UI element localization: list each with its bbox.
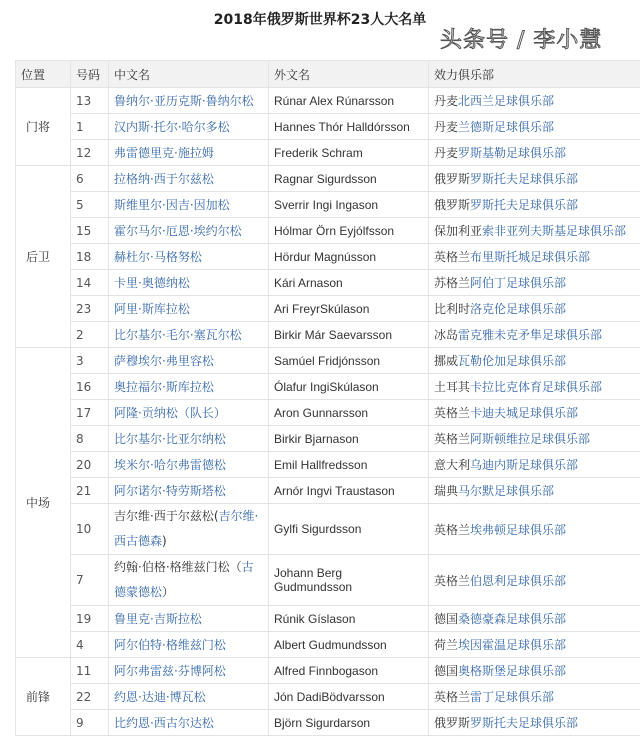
club-cell: [429, 244, 640, 270]
club-cell: [429, 504, 640, 555]
chinese-name-alias-link[interactable]: 吉尔维·西古德森: [114, 509, 258, 548]
header-number: 号码: [71, 61, 109, 88]
club-cell: [429, 632, 640, 658]
chinese-name-cell: [109, 555, 269, 606]
number-cell: 11: [71, 658, 109, 684]
foreign-name-cell: Björn Sigurdarson: [269, 710, 429, 736]
club-link[interactable]: 乌迪内斯足球俱乐部: [470, 458, 578, 472]
number-cell: 3: [71, 348, 109, 374]
foreign-name-cell: Kári Arnason: [269, 270, 429, 296]
club-country: 瑞典: [434, 484, 458, 498]
foreign-name-cell: Johann Berg Gudmundsson: [269, 555, 429, 606]
position-cell: 前锋: [16, 658, 71, 736]
table-row: [16, 374, 640, 400]
club-country: 土耳其: [434, 380, 470, 394]
club-link[interactable]: 卡迪夫城足球俱乐部: [470, 406, 578, 420]
foreign-name-cell: Hannes Thór Halldórsson: [269, 114, 429, 140]
club-country: 丹麦: [434, 146, 458, 160]
number-cell: 6: [71, 166, 109, 192]
club-country: 俄罗斯: [434, 172, 470, 186]
club-country: 丹麦: [434, 120, 458, 134]
chinese-name-link[interactable]: 拉格纳·西于尔兹松: [114, 172, 214, 186]
foreign-name-cell: Rúnik Gíslason: [269, 606, 429, 632]
club-link[interactable]: 罗斯托夫足球俱乐部: [470, 172, 578, 186]
chinese-name-link[interactable]: 斯维里尔·因吉·因加松: [114, 198, 230, 212]
club-cell: [429, 296, 640, 322]
number-cell: 2: [71, 322, 109, 348]
chinese-name-link[interactable]: 赫杜尔·马格努松: [114, 250, 202, 264]
chinese-name-link[interactable]: 阿里·斯库拉松: [114, 302, 190, 316]
club-country: 荷兰: [434, 638, 458, 652]
club-country: 德国: [434, 664, 458, 678]
header-foreign-name: 外文名: [269, 61, 429, 88]
number-cell: 7: [71, 555, 109, 606]
chinese-name-link[interactable]: 比尔基尔·比亚尔纳松: [114, 432, 226, 446]
chinese-name-cell: [109, 192, 269, 218]
foreign-name-cell: Emil Hallfredsson: [269, 452, 429, 478]
table-row: [16, 555, 640, 606]
table-row: [16, 218, 640, 244]
club-link[interactable]: 埃因霍温足球俱乐部: [458, 638, 566, 652]
club-country: 英格兰: [434, 574, 470, 588]
table-row: [16, 478, 640, 504]
position-cell: 门将: [16, 88, 71, 166]
header-chinese-name: 中文名: [109, 61, 269, 88]
chinese-name-link[interactable]: 卡里·奥德纳松: [114, 276, 190, 290]
number-cell: 9: [71, 710, 109, 736]
foreign-name-cell: Hólmar Örn Eyjólfsson: [269, 218, 429, 244]
club-link[interactable]: 索非亚列夫斯基足球俱乐部: [482, 224, 626, 238]
table-row: [16, 348, 640, 374]
chinese-name-cell: [109, 218, 269, 244]
chinese-name-cell: [109, 166, 269, 192]
number-cell: 8: [71, 426, 109, 452]
club-link[interactable]: 雷克雅未克矛隼足球俱乐部: [458, 328, 602, 342]
club-link[interactable]: 伯恩利足球俱乐部: [470, 574, 566, 588]
club-cell: [429, 218, 640, 244]
club-link[interactable]: 桑德豪森足球俱乐部: [458, 612, 566, 626]
chinese-name-link[interactable]: 阿尔诺尔·特劳斯塔松: [114, 484, 226, 498]
chinese-name-cell: [109, 478, 269, 504]
club-cell: [429, 555, 640, 606]
club-country: 英格兰: [434, 523, 470, 537]
club-link[interactable]: 罗斯基勒足球俱乐部: [458, 146, 566, 160]
chinese-name-link[interactable]: 阿隆·贡纳松（队长）: [114, 406, 226, 420]
club-country: 苏格兰: [434, 276, 470, 290]
chinese-name-cell: [109, 632, 269, 658]
number-cell: 15: [71, 218, 109, 244]
foreign-name-cell: Samúel Fridjónsson: [269, 348, 429, 374]
chinese-name-cell: [109, 244, 269, 270]
club-cell: [429, 400, 640, 426]
club-link[interactable]: 洛克伦足球俱乐部: [470, 302, 566, 316]
number-cell: 23: [71, 296, 109, 322]
chinese-name-cell: [109, 426, 269, 452]
position-cell: 中场: [16, 348, 71, 658]
club-cell: [429, 684, 640, 710]
foreign-name-cell: Ragnar Sigurdsson: [269, 166, 429, 192]
club-cell: [429, 452, 640, 478]
club-cell: [429, 166, 640, 192]
table-row: [16, 270, 640, 296]
table-row: [16, 710, 640, 736]
foreign-name-cell: Aron Gunnarsson: [269, 400, 429, 426]
chinese-name-link[interactable]: 埃米尔·哈尔弗雷德松: [114, 458, 226, 472]
number-cell: 21: [71, 478, 109, 504]
chinese-name-cell: [109, 296, 269, 322]
number-cell: 10: [71, 504, 109, 555]
chinese-name-link[interactable]: 奥拉福尔·斯库拉松: [114, 380, 214, 394]
chinese-name-alias-link[interactable]: 古德蒙德松: [114, 560, 254, 599]
club-link[interactable]: 埃弗顿足球俱乐部: [470, 523, 566, 537]
chinese-name-cell: [109, 140, 269, 166]
chinese-name-cell: [109, 348, 269, 374]
foreign-name-cell: Hördur Magnússon: [269, 244, 429, 270]
club-link[interactable]: 卡拉比克体育足球俱乐部: [470, 380, 602, 394]
foreign-name-cell: Birkir Bjarnason: [269, 426, 429, 452]
club-link[interactable]: 罗斯托夫足球俱乐部: [470, 716, 578, 730]
chinese-name-link[interactable]: 汉内斯·托尔·哈尔多松: [114, 120, 230, 134]
number-cell: 20: [71, 452, 109, 478]
number-cell: 13: [71, 88, 109, 114]
table-row: [16, 296, 640, 322]
foreign-name-cell: Gylfi Sigurdsson: [269, 504, 429, 555]
number-cell: 18: [71, 244, 109, 270]
chinese-name-cell: [109, 452, 269, 478]
chinese-name-cell: [109, 710, 269, 736]
chinese-name-cell: [109, 400, 269, 426]
club-cell: [429, 88, 640, 114]
table-row: [16, 114, 640, 140]
club-country: 保加利亚: [434, 224, 482, 238]
watermark: 头条号 / 李小慧: [440, 26, 602, 56]
chinese-name-link[interactable]: 弗雷德里克·施拉姆: [114, 146, 214, 160]
number-cell: 17: [71, 400, 109, 426]
header-club: 效力俱乐部: [429, 61, 640, 88]
foreign-name-cell: Rúnar Alex Rúnarsson: [269, 88, 429, 114]
club-cell: [429, 426, 640, 452]
club-cell: [429, 270, 640, 296]
number-cell: 16: [71, 374, 109, 400]
foreign-name-cell: Albert Gudmundsson: [269, 632, 429, 658]
position-cell: 后卫: [16, 166, 71, 348]
table-header-row: [16, 61, 640, 88]
table-row: [16, 400, 640, 426]
bracket-close: ）: [162, 585, 174, 599]
club-link[interactable]: 瓦勒伦加足球俱乐部: [458, 354, 566, 368]
club-link[interactable]: 阿斯顿维拉足球俱乐部: [470, 432, 590, 446]
table-row: [16, 88, 640, 114]
table-row: [16, 244, 640, 270]
header-position: 位置: [16, 61, 71, 88]
chinese-name-cell: [109, 658, 269, 684]
table-body: [16, 88, 640, 736]
chinese-name-cell: [109, 322, 269, 348]
chinese-name-link[interactable]: 鲁里克·吉斯拉松: [114, 612, 202, 626]
foreign-name-cell: Ari FreyrSkúlason: [269, 296, 429, 322]
chinese-name-text: 约翰·伯格·格维兹门松（: [114, 560, 242, 574]
chinese-name-cell: [109, 88, 269, 114]
chinese-name-link[interactable]: 阿尔弗雷兹·芬博阿松: [114, 664, 226, 678]
chinese-name-text: 吉尔维·西于尔兹松(: [114, 509, 219, 523]
chinese-name-cell: [109, 374, 269, 400]
number-cell: 5: [71, 192, 109, 218]
club-cell: [429, 606, 640, 632]
table-row: [16, 632, 640, 658]
club-country: 丹麦: [434, 94, 458, 108]
chinese-name-link[interactable]: 鲁纳尔·亚历克斯·鲁纳尔松: [114, 94, 254, 108]
club-country: 英格兰: [434, 690, 470, 704]
table-row: [16, 426, 640, 452]
number-cell: 1: [71, 114, 109, 140]
foreign-name-cell: Ólafur IngiSkúlason: [269, 374, 429, 400]
number-cell: 4: [71, 632, 109, 658]
club-cell: [429, 322, 640, 348]
club-link[interactable]: 罗斯托夫足球俱乐部: [470, 198, 578, 212]
club-cell: [429, 348, 640, 374]
club-country: 意大利: [434, 458, 470, 472]
club-link[interactable]: 雷丁足球俱乐部: [470, 690, 554, 704]
foreign-name-cell: Arnór Ingvi Traustason: [269, 478, 429, 504]
club-country: 挪威: [434, 354, 458, 368]
chinese-name-link[interactable]: 萨穆埃尔·弗里容松: [114, 354, 214, 368]
club-cell: [429, 478, 640, 504]
number-cell: 12: [71, 140, 109, 166]
club-country: 德国: [434, 612, 458, 626]
table-row: [16, 166, 640, 192]
foreign-name-cell: Alfred Finnbogason: [269, 658, 429, 684]
table-row: [16, 606, 640, 632]
chinese-name-link[interactable]: 约恩·达迪·博瓦松: [114, 690, 206, 704]
table-row: [16, 140, 640, 166]
club-cell: [429, 140, 640, 166]
club-cell: [429, 114, 640, 140]
club-link[interactable]: 马尔默足球俱乐部: [458, 484, 554, 498]
club-link[interactable]: 阿伯丁足球俱乐部: [470, 276, 566, 290]
club-country: 俄罗斯: [434, 716, 470, 730]
chinese-name-link[interactable]: 比约恩·西古尔达松: [114, 716, 214, 730]
club-cell: [429, 658, 640, 684]
club-country: 俄罗斯: [434, 198, 470, 212]
club-link[interactable]: 兰德斯足球俱乐部: [458, 120, 554, 134]
table-row: [16, 684, 640, 710]
chinese-name-cell: [109, 684, 269, 710]
table-row: [16, 504, 640, 555]
number-cell: 19: [71, 606, 109, 632]
club-country: 比利时: [434, 302, 470, 316]
club-country: 英格兰: [434, 406, 470, 420]
bracket-close: ): [162, 534, 167, 548]
chinese-name-cell: [109, 270, 269, 296]
number-cell: 22: [71, 684, 109, 710]
club-country: 英格兰: [434, 432, 470, 446]
number-cell: 14: [71, 270, 109, 296]
table-row: [16, 322, 640, 348]
club-country: 英格兰: [434, 250, 470, 264]
club-link[interactable]: 奥格斯堡足球俱乐部: [458, 664, 566, 678]
foreign-name-cell: Jón DadiBödvarsson: [269, 684, 429, 710]
table-row: [16, 192, 640, 218]
club-link[interactable]: 北西兰足球俱乐部: [458, 94, 554, 108]
club-cell: [429, 192, 640, 218]
chinese-name-link[interactable]: 霍尔马尔·厄恩·埃约尔松: [114, 224, 242, 238]
table-row: [16, 452, 640, 478]
chinese-name-cell: [109, 606, 269, 632]
club-country: 冰岛: [434, 328, 458, 342]
club-link[interactable]: 布里斯托城足球俱乐部: [470, 250, 590, 264]
foreign-name-cell: Birkir Már Saevarsson: [269, 322, 429, 348]
foreign-name-cell: Frederik Schram: [269, 140, 429, 166]
chinese-name-cell: [109, 114, 269, 140]
page-title: 2018年俄罗斯世界杯23人大名单: [0, 9, 640, 29]
club-cell: [429, 710, 640, 736]
chinese-name-link[interactable]: 比尔基尔·毛尔·塞瓦尔松: [114, 328, 242, 342]
chinese-name-cell: [109, 504, 269, 555]
squad-table: [15, 60, 640, 736]
chinese-name-link[interactable]: 阿尔伯特·格维兹门松: [114, 638, 226, 652]
foreign-name-cell: Sverrir Ingi Ingason: [269, 192, 429, 218]
table-row: [16, 658, 640, 684]
club-cell: [429, 374, 640, 400]
